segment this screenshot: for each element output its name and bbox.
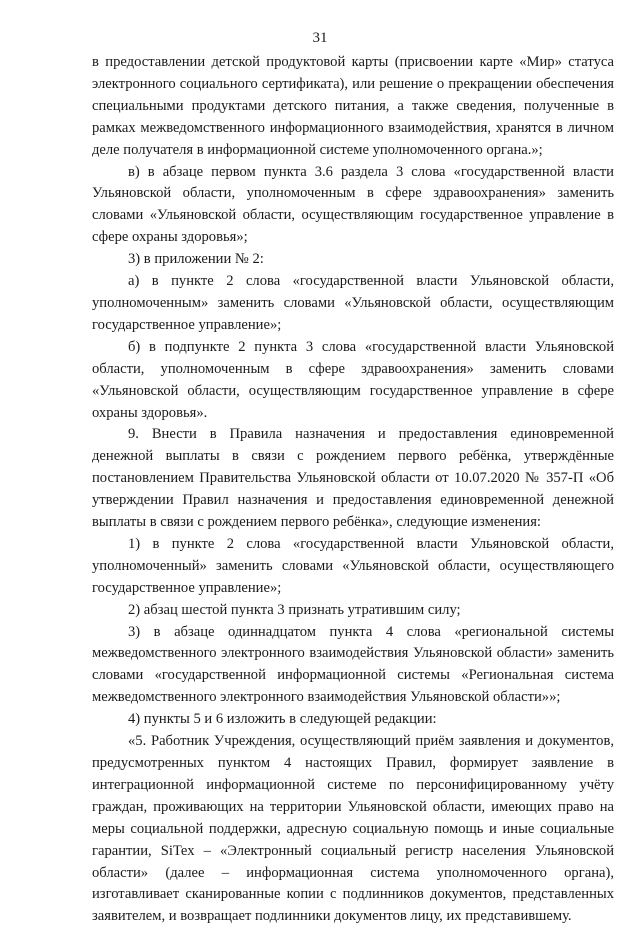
- paragraph: б) в подпункте 2 пункта 3 слова «государственной власти Ульяновской области, уполномоченным в сфере здравоохранения» заменить словами «Ульяновской области, осуществляющим государственное управление в сфере охраны здоровья».: [92, 338, 614, 421]
- paragraph: 3) в абзаце одиннадцатом пункта 4 слова «региональной системы межведомственного электронного взаимодействия Ульяновской области» заменить словами «государственной информационной системы «Региональная система межведомственного электронного взаимодействия Ульяновской области»»;: [92, 623, 614, 706]
- paragraph: 1) в пункте 2 слова «государственной власти Ульяновской области, уполномоченный» заменить словами «Ульяновской области, осуществляющего государственное управление»;: [92, 535, 614, 596]
- paragraph: а) в пункте 2 слова «государственной власти Ульяновской области, уполномоченным» заменить словами «Ульяновской области, осуществляющим государственное управление»;: [92, 273, 614, 333]
- paragraph: 9. Внести в Правила назначения и предоставления единовременной денежной выплаты в связи с рождением первого ребёнка, утверждённые постановлением Правительства Ульяновской области от 10.07.2020 № 357-П «Об утверждении Правил назначения и предоставления единовременной денежной выплаты в связи с рождением первого ребёнка», следующие изменения:: [92, 426, 614, 531]
- document-body: [92, 52, 614, 928]
- paragraph: в) в абзаце первом пункта 3.6 раздела 3 слова «государственной власти Ульяновской области, уполномоченным в сфере здравоохранения» заменить словами «Ульяновской области, осуществляющим государственное управление в сфере охраны здоровья»;: [92, 163, 614, 246]
- paragraph: «5. Работник Учреждения, осуществляющий приём заявления и документов, предусмотренных пунктом 4 настоящих Правил, формирует заявление в интеграционной информационной системе по персонифицированному учёту граждан, проживающих на территории Ульяновской области, имеющих право на меры социальной поддержки, адресную социальную помощь и иные социальные гарантии, SiTex – «Электронный социальный регистр населения Ульяновской области» (далее – информационная система уполномоченного органа), изготавливает сканированные копии с подлинников документов, представленных заявителем, и возвращает подлинники документов лицу, их представившему.: [92, 733, 614, 925]
- paragraph: 2) абзац шестой пункта 3 признать утратившим силу;: [128, 601, 461, 618]
- paragraph: 3) в приложении № 2:: [128, 251, 264, 268]
- paragraph: 4) пункты 5 и 6 изложить в следующей редакции:: [128, 711, 437, 728]
- paragraph: в предоставлении детской продуктовой карты (присвоении карте «Мир» статуса электронного социального сертификата), или решение о прекращении обеспечения специальными продуктами детского питания, а также сведения, полученные в рамках межведомственного информационного взаимодействия, хранятся в личном деле получателя в информационной системе уполномоченного органа.»;: [92, 54, 614, 158]
- page-number: 31: [312, 30, 328, 46]
